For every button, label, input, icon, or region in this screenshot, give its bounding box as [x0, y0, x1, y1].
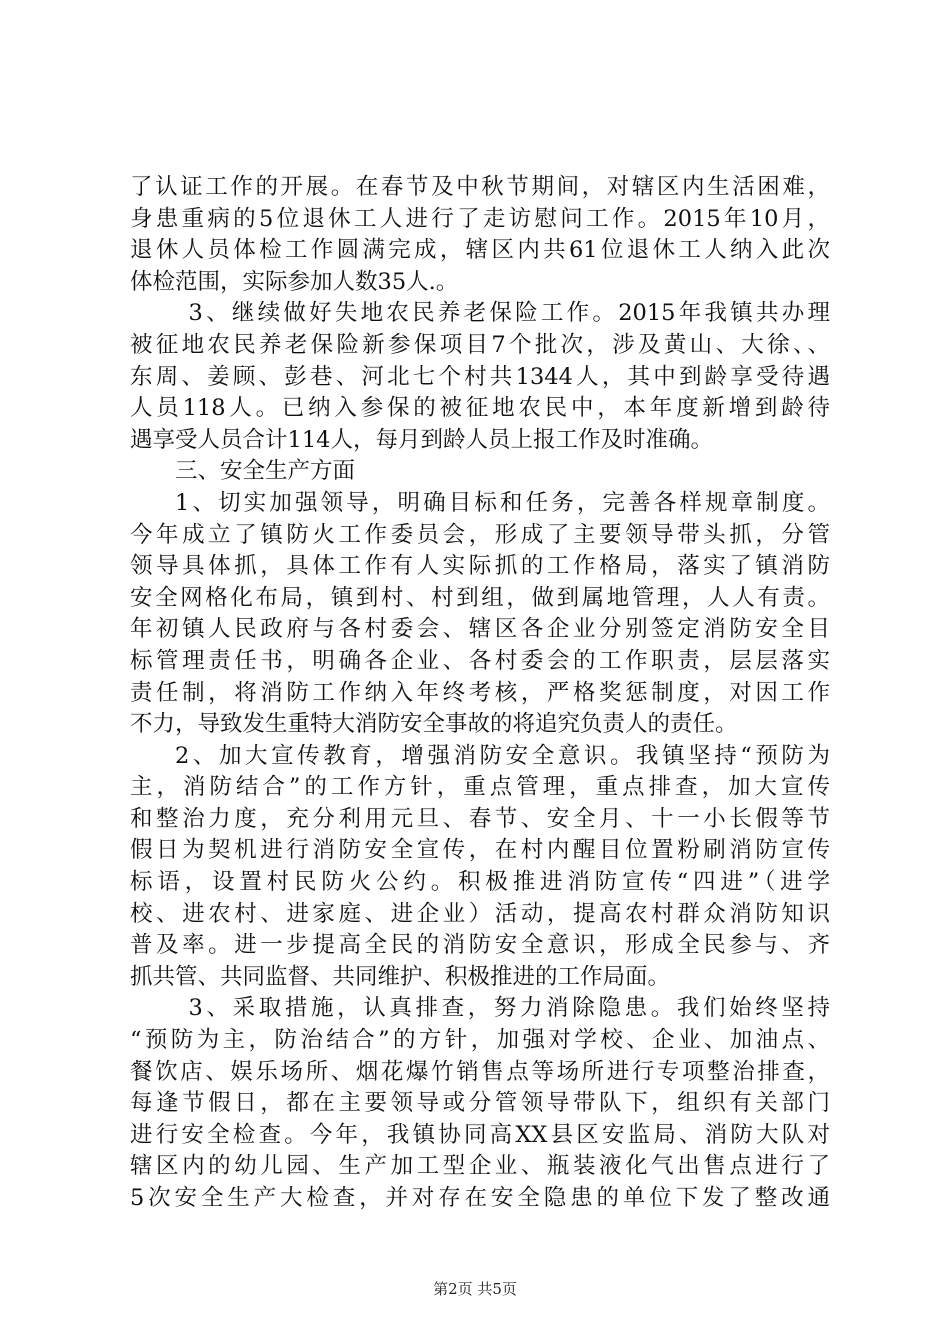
text-line: 今年成立了镇防火工作委员会，形成了主要领导带头抓，分管 [130, 521, 830, 548]
text-line: 被征地农民养老保险新参保项目7个批次，涉及黄山、大徐、、 [130, 331, 830, 358]
text-line: 了认证工作的开展。在春节及中秋节期间，对辖区内生活困难， [130, 174, 830, 200]
text-line: 抓共管、共同监督、共同维护、积极推进的工作局面。 [130, 963, 671, 990]
text-line: 标语，设置村民防火公约。积极推进消防宣传“四进”（进学 [130, 869, 830, 896]
text-line: 假日为契机进行消防安全宣传，在村内醒目位置粉刷消防宣传 [130, 837, 830, 864]
page-number-footer: 第2页 共5页 [433, 1280, 517, 1298]
text-line: 每逢节假日，都在主要领导或分管领导带队下，组织有关部门 [130, 1090, 830, 1117]
text-line: 5次安全生产大检查，并对存在安全隐患的单位下发了整改通 [130, 1185, 830, 1211]
text-line: “预防为主，防治结合”的方针，加强对学校、企业、加油点、 [130, 1027, 830, 1054]
text-line: 普及率。进一步提高全民的消防安全意识，形成全民参与、齐 [130, 932, 830, 959]
text-line: 退休人员体检工作圆满完成，辖区内共61位退休工人纳入此次 [130, 237, 830, 264]
text-line: 年初镇人民政府与各村委会、辖区各企业分别签定消防安全目 [130, 616, 830, 643]
text-line: 1、切实加强领导，明确目标和任务，完善各样规章制度。 [175, 489, 830, 516]
text-line: 进行安全检查。今年，我镇协同高XX县区安监局、消防大队对 [130, 1121, 830, 1148]
text-line: 体检范围，实际参加人数35人.。 [130, 268, 459, 295]
text-line: 校、进农村、进家庭、进企业）活动，提高农村群众消防知识 [130, 900, 830, 927]
text-line: 和整治力度，充分利用元旦、春节、安全月、十一小长假等节 [130, 805, 830, 832]
text-line: 责任制，将消防工作纳入年终考核，严格奖惩制度，对因工作 [130, 679, 830, 706]
text-line: 遇享受人员合计114人，每月到龄人员上报工作及时准确。 [130, 426, 713, 453]
text-line: 身患重病的5位退休工人进行了走访慰问工作。2015年10月， [130, 205, 830, 232]
document-body [130, 172, 830, 1215]
text-line: 辖区内的幼儿园、生产加工型企业、瓶装液化气出售点进行了 [130, 1153, 830, 1180]
text-line: 餐饮店、娱乐场所、烟花爆竹销售点等场所进行专项整治排查， [130, 1058, 830, 1085]
text-line: 2、加大宣传教育，增强消防安全意识。我镇坚持“预防为 [175, 742, 830, 769]
text-line: 标管理责任书，明确各企业、各村委会的工作职责，层层落实 [130, 647, 830, 674]
text-line: 领导具体抓，具体工作有人实际抓的工作格局，落实了镇消防 [130, 553, 830, 580]
text-line: 三、安全生产方面 [175, 458, 356, 485]
text-line: 东周、姜顾、彭巷、河北七个村共1344人，其中到龄享受待遇 [130, 363, 830, 390]
text-line: 安全网格化布局，镇到村、村到组，做到属地管理，人人有责。 [130, 584, 830, 611]
text-line: 主，消防结合”的工作方针，重点管理，重点排查，加大宣传 [130, 774, 830, 801]
text-line: 3、继续做好失地农民养老保险工作。2015年我镇共办理 [188, 300, 830, 327]
text-line: 3、采取措施，认真排查，努力消除隐患。我们始终坚持 [188, 995, 830, 1022]
text-line: 不力，导致发生重特大消防安全事故的将追究负责人的责任。 [130, 711, 738, 738]
text-line: 人员118人。已纳入参保的被征地农民中，本年度新增到龄待 [130, 395, 830, 422]
